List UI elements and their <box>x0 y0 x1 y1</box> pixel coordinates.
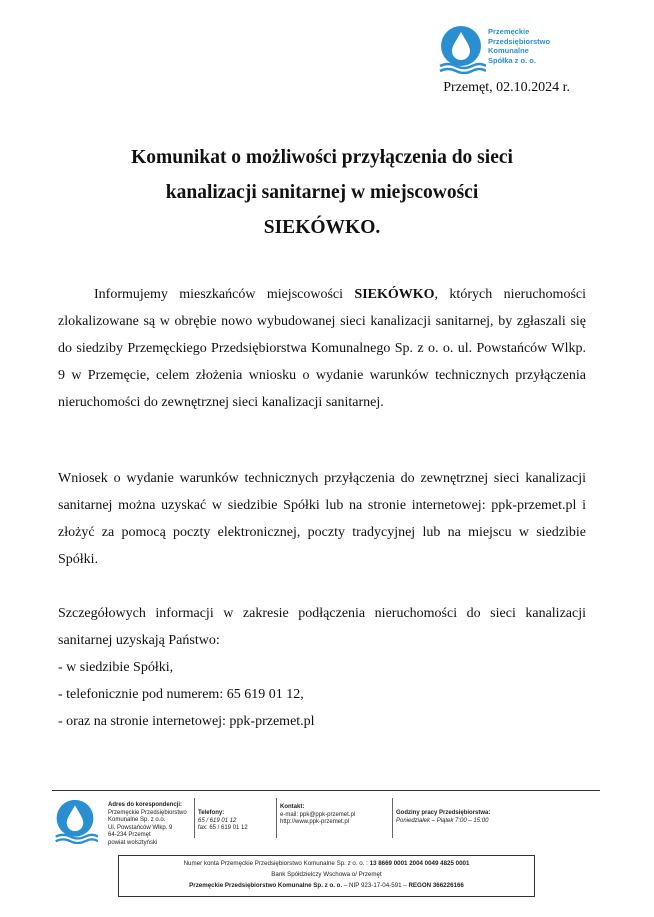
list-item: - oraz na stronie internetowej: ppk-przemet.pl <box>58 714 315 729</box>
nip-number: – NIP 923-17-04-591 – <box>342 882 409 889</box>
list-item: - w siedzibie Spółki, <box>58 660 174 675</box>
bank-name: Bank Spółdzielczy Wschowa o/ Przemęt <box>271 871 382 878</box>
company-logo-icon <box>436 24 486 74</box>
bank-account-label: Numer konta Przemęckie Przedsiębiorstwo Komunalne Sp. z o. o. : <box>183 860 370 867</box>
paragraph-1 <box>58 281 586 416</box>
company-name-footer: Przemęckie Przedsiębiorstwo Komunalne Sp. z o. o. <box>189 882 343 889</box>
company-line: Przedsiębiorstwo <box>488 36 551 46</box>
footer-separator <box>392 798 393 838</box>
address-line: Komunalne Sp. z o.o. <box>108 817 166 823</box>
footer-divider <box>52 790 600 791</box>
p3-intro: Szczegółowych informacji w zakresie podłączenia nieruchomości do sieci kanalizacji sanitarnej uzyskają Państwo: <box>58 606 586 648</box>
paragraph-2: Wniosek o wydanie warunków technicznych przyłączenia do zewnętrznej sieci kanalizacji sanitarnej można uzyskać w siedzibie Spółki lub na stronie internetowej: ppk-przemet.pl i złożyć za pomocą poczty elektronicznej, poczty tradycyjnej lub na miejscu w siedzibie Spółki. <box>58 471 586 567</box>
title-line-1: Komunikat o możliwości przyłączenia do sieci <box>131 147 513 168</box>
company-line: Spółka z o. o. <box>488 55 536 65</box>
address-line: 64-234 Przemęt <box>108 832 151 838</box>
phone-line: 65 / 619 01 12 <box>198 817 237 824</box>
company-name-header <box>488 27 550 65</box>
bank-info-box <box>118 855 535 897</box>
p1-text-b: , których nieruchomości zlokalizowane są w obrębie nowo wybudowanej sieci kanalizacji sanitarnej, by zgłaszali się do siedziby Przemęckiego Przedsiębiorstwa Komunalnego Sp. z o. o. ul. Powstańców Wlkp. 9 w Przemęcie, celem złożenia wniosku o wydanie warunków technicznych przyłączenia nieruchomości do zewnętrznej sieci kanalizacji sanitarnej. <box>58 287 586 410</box>
bank-account-line <box>119 858 534 869</box>
regon-number: REGON 366226166 <box>408 882 464 889</box>
paragraph-3 <box>58 600 586 735</box>
address-line: Przemęckie Przedsiębiorstwo <box>108 809 187 816</box>
company-line: Przemęckie <box>488 27 530 36</box>
phone-title: Telefony: <box>198 810 225 816</box>
document-title <box>40 140 604 245</box>
list-item: - telefonicznie pod numerem: 65 619 01 12, <box>58 687 304 702</box>
title-line-3: SIEKÓWKO. <box>263 217 381 238</box>
hours-title: Godziny pracy Przedsiębiorstwa: <box>396 810 491 816</box>
footer-contact <box>280 804 355 827</box>
contact-title: Kontakt: <box>280 804 305 810</box>
hours-line: Poniedziałek – Piątek 7:00 – 15:00 <box>396 817 489 824</box>
contact-email: e-mail: ppk@ppk-przemet.pl <box>280 811 356 818</box>
company-registration-line <box>119 880 534 891</box>
title-line-2: kanalizacji sanitarnej w miejscowości <box>165 182 479 203</box>
address-title: Adres do korespondencji: <box>108 802 183 808</box>
p1-text-a: Informujemy mieszkańców miejscowości <box>94 287 355 302</box>
footer-separator <box>194 798 195 838</box>
bank-account-number: 13 8669 0001 2004 0049 4825 0001 <box>369 860 470 867</box>
footer-separator <box>276 798 277 838</box>
p1-locality: SIEKÓWKO <box>354 287 435 302</box>
document-date: Przemęt, 02.10.2024 r. <box>443 80 570 95</box>
footer-phones <box>198 810 248 833</box>
contact-website: http://www.ppk-przemet.pl <box>280 819 350 825</box>
phone-line: fax: 65 / 619 01 12 <box>198 825 248 831</box>
address-line: powiat wolsztyński <box>108 839 158 846</box>
company-line: Komunalne <box>488 46 529 55</box>
company-logo-icon <box>52 798 98 844</box>
address-line: Ul. Powstańców Wlkp. 9 <box>108 824 173 831</box>
footer <box>52 792 600 852</box>
footer-address <box>108 802 187 847</box>
footer-hours <box>396 810 490 825</box>
